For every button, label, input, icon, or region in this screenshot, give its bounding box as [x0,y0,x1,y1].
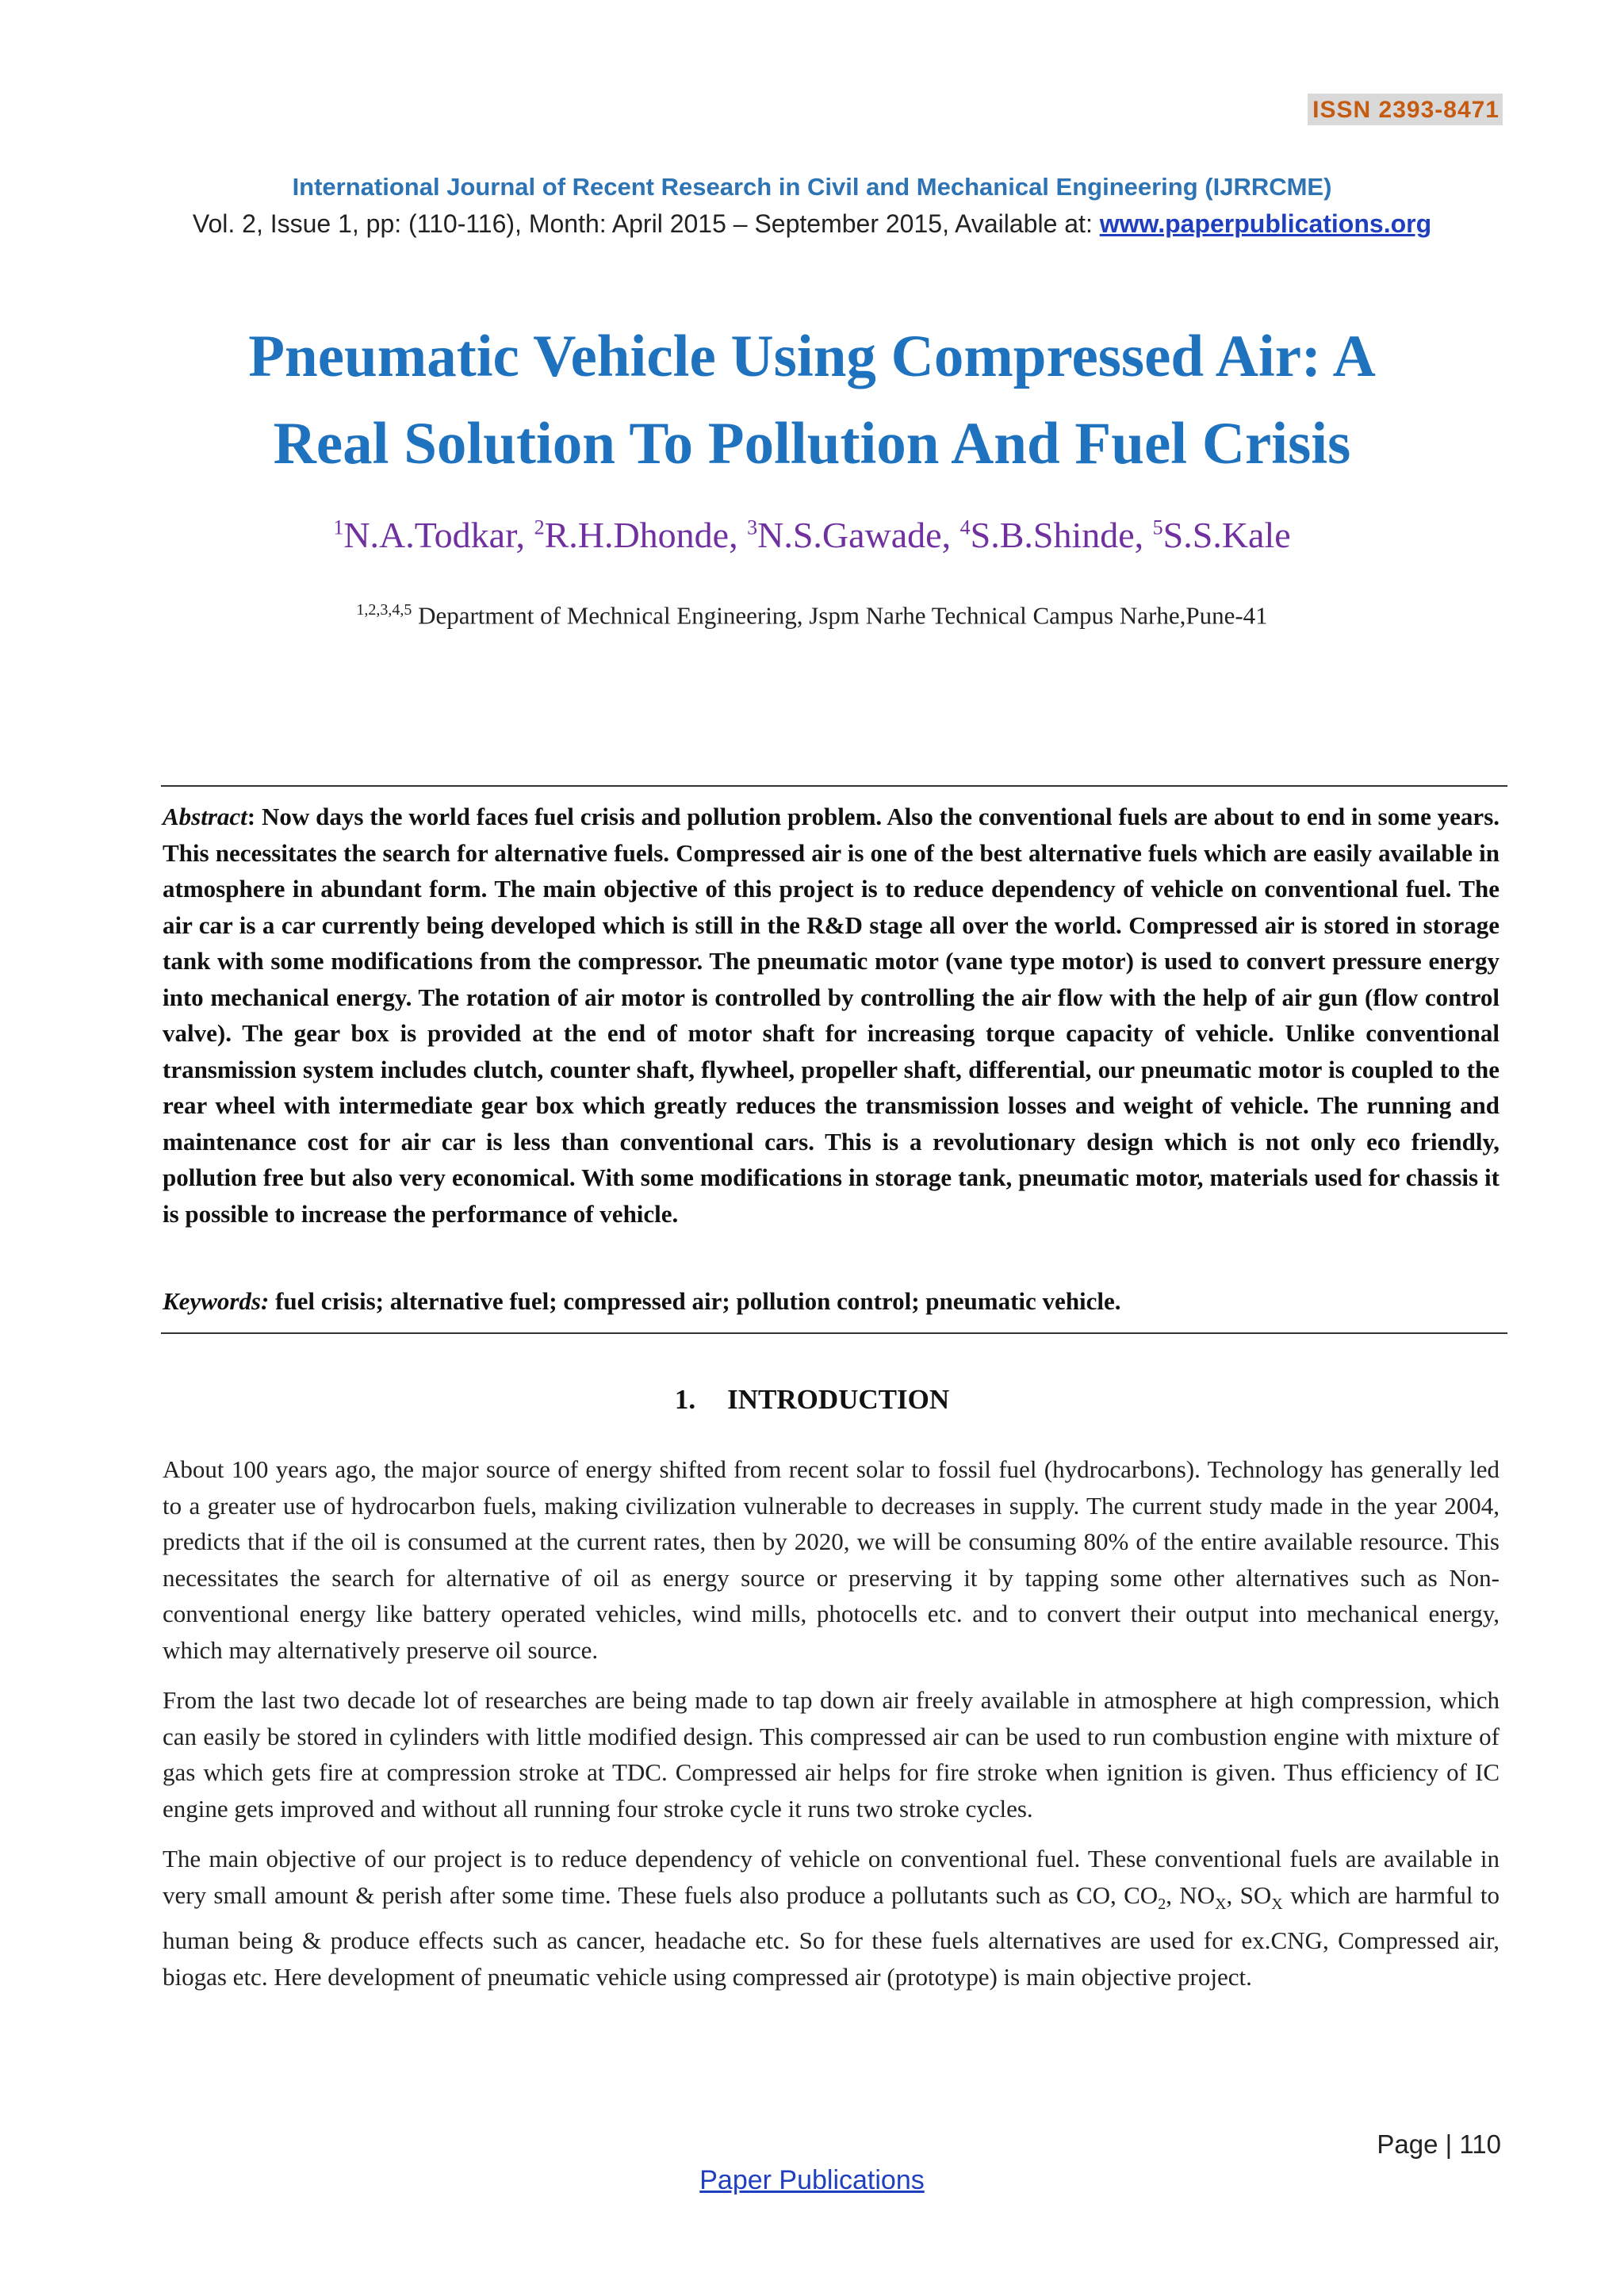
author-2-index: 2 [534,516,545,539]
paragraph-3 [163,1841,1500,1995]
sox-subscript: X [1271,1895,1283,1913]
paragraph-3-part-b: , NO [1166,1880,1216,1909]
section-number: 1. [674,1384,696,1415]
journal-name: International Journal of Recent Research in Civil and Mechanical Engineering (IJRRCME) [292,173,1332,201]
paragraph-3-part-a: The main objective of our project is to reduce dependency of vehicle on conventional fuel. These conventional fuels are available in very small amount & perish after some time. These fuels also produce a pollutants such as CO, CO [163,1845,1500,1909]
author-4-name: S.B.Shinde, [970,515,1153,555]
intro-body [163,1451,1500,2009]
author-list [0,514,1624,556]
abstract-colon: : [247,803,262,830]
volume-line [0,209,1624,239]
affiliation-index: 1,2,3,4,5 [356,601,412,619]
author-4-index: 4 [959,516,971,539]
publisher-link[interactable]: Paper Publications [699,2165,925,2195]
abstract-label: Abstract [163,803,247,830]
co2-subscript: 2 [1158,1895,1166,1913]
abstract-bottom-rule [161,1332,1507,1334]
website-link[interactable]: www.paperpublications.org [1099,209,1432,238]
author-2-name: R.H.Dhonde, [544,515,748,555]
section-title: INTRODUCTION [727,1384,950,1415]
author-5-name: S.S.Kale [1162,515,1291,555]
author-1-name: N.A.Todkar, [343,515,534,555]
keywords-text: fuel crisis; alternative fuel; compressed air; pollution control; pneumatic vehicle. [269,1287,1121,1315]
keywords-label: Keywords: [163,1287,270,1315]
paragraph-3-part-d: which are harmful to human being & produce effects such as cancer, headache etc. So for these fuels alternatives are used for ex.CNG, Compressed air, biogas etc. Here development of pneumatic vehicle using compressed air (prototype) is main objective project. [163,1880,1500,1991]
issn-label: ISSN 2393-8471 [1308,94,1503,125]
paragraph-1: About 100 years ago, the major source of energy shifted from recent solar to fossil fuel (hydrocarbons). Technology has generally led to a greater use of hydrocarbon fuels, making civilization vulnerable to decreases in supply. The current study made in the year 2004, predicts that if the oil is consumed at the current rates, then by 2020, we will be consuming 80% of the entire available resource. This necessitates the search for alternative of oil as energy source or preserving it by tapping some other alternatives such as Non-conventional energy like battery operated vehicles, wind mills, photocells etc. and to convert their output into mechanical energy, which may alternatively preserve oil source. [163,1455,1500,1664]
title-line-2: Real Solution To Pollution And Fuel Crisis [273,411,1351,477]
author-3-index: 3 [747,516,758,539]
paragraph-2: From the last two decade lot of researches are being made to tap down air freely available in atmosphere at high compression, which can easily be stored in cylinders with little modified design. This compressed air can be used to run combustion engine with mixture of gas which gets fire at compression stroke at TDC. Compressed air helps for fire stroke when ignition is given. Thus efficiency of IC engine gets improved and without all running four stroke cycle it runs two stroke cycles. [163,1686,1500,1823]
paragraph-3-part-c: , SO [1226,1880,1272,1909]
volume-info: Vol. 2, Issue 1, pp: (110-116), Month: April 2015 – September 2015, Available at: [192,209,1100,238]
affiliation-text: Department of Mechnical Engineering, Jspm Narhe Technical Campus Narhe,Pune-41 [412,601,1268,630]
author-3-name: N.S.Gawade, [757,515,960,555]
affiliation [0,601,1624,630]
nox-subscript: X [1215,1895,1227,1913]
author-5-index: 5 [1152,516,1163,539]
abstract-text: Now days the world faces fuel crisis and pollution problem. Also the conventional fuels are about to end in some years. This necessitates the search for alternative fuels. Compressed air is one of the best alternative fuels which are easily available in atmosphere in abundant form. The main objective of this project is to reduce dependency of vehicle on conventional fuel. The air car is a car currently being developed which is still in the R&D stage all over the world. Compressed air is stored in storage tank with some modifications from the compressor. The pneumatic motor (vane type motor) is used to convert pressure energy into mechanical energy. The rotation of air motor is controlled by controlling the air flow with the help of air gun (flow control valve). The gear box is provided at the end of motor shaft for increasing torque capacity of vehicle. Unlike conventional transmission system includes clutch, counter shaft, flywheel, propeller shaft, differential, our pneumatic motor is coupled to the rear wheel with intermediate gear box which greatly reduces the transmission losses and weight of vehicle. The running and maintenance cost for air car is less than conventional cars. This is a revolutionary design which is not only eco friendly, pollution free but also very economical. With some modifications in storage tank, pneumatic motor, materials used for chassis it is possible to increase the performance of vehicle. [163,803,1500,1228]
abstract-top-rule [161,785,1507,787]
author-1-index: 1 [333,516,344,539]
section-heading [0,1384,1624,1416]
title-line-1: Pneumatic Vehicle Using Compressed Air: A [248,324,1376,389]
keywords [163,1287,1500,1316]
paper-title [119,313,1505,488]
page-number: Page | 110 [1377,2129,1501,2159]
abstract [163,799,1500,1232]
